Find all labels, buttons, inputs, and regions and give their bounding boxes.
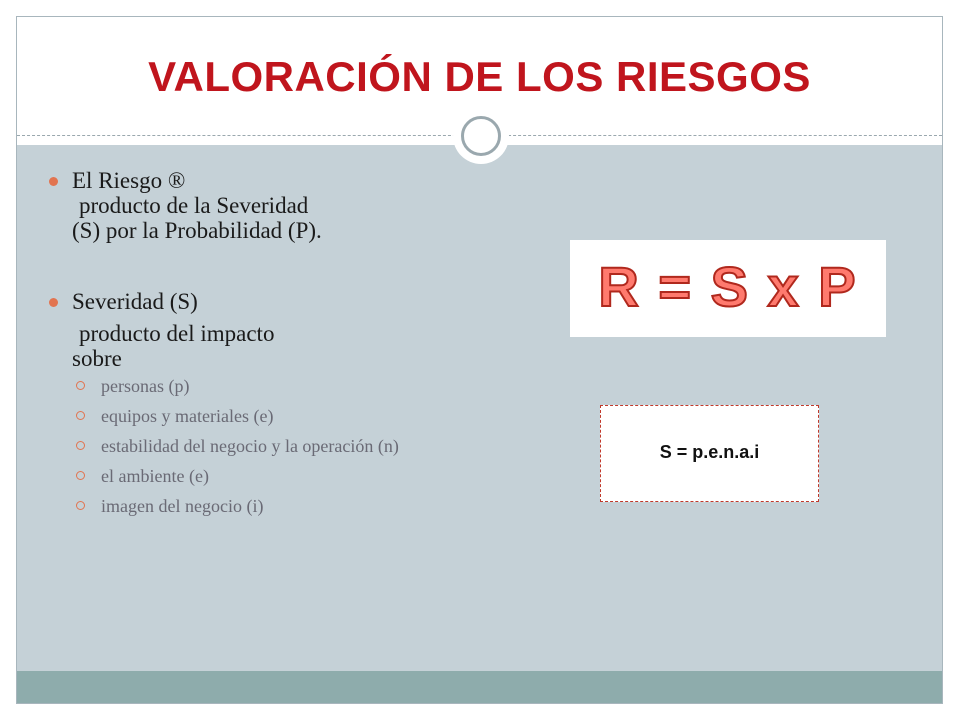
list-item: estabilidad del negocio y la operación (n) [49, 437, 441, 456]
footer-bar [17, 671, 942, 704]
slide-title: VALORACIÓN DE LOS RIESGOS [148, 53, 811, 100]
circle-ornament-icon [453, 108, 509, 164]
bullet-subtext: sobre [72, 346, 122, 371]
ring-bullet-icon [76, 471, 85, 480]
ring-bullet-icon [76, 411, 85, 420]
slide-frame [16, 16, 943, 704]
bullet-severidad [49, 289, 509, 314]
bullet-riesgo [49, 168, 509, 193]
bullet-label: Severidad (S) [72, 289, 198, 314]
formula-main: R = S x P [598, 255, 858, 318]
circle-ring-icon [461, 116, 501, 156]
bullet-dot-icon [49, 298, 58, 307]
severity-formula-box [600, 405, 819, 502]
bullet-list [49, 168, 509, 516]
list-item: el ambiente (e) [49, 467, 509, 486]
bullet-label: El Riesgo ® [72, 168, 186, 193]
ring-bullet-icon [76, 381, 85, 390]
formula-box [570, 240, 886, 337]
list-item: imagen del negocio (i) [49, 497, 509, 516]
list-item: equipos y materiales (e) [49, 407, 509, 426]
bullet-subtext: producto de la Severidad [79, 193, 309, 218]
list-item: personas (p) [49, 377, 509, 396]
ring-bullet-icon [76, 501, 85, 510]
formula-severity: S = p.e.n.a.i [659, 442, 760, 462]
ring-bullet-icon [76, 441, 85, 450]
bullet-subtext: (S) por la Probabilidad (P). [72, 218, 322, 243]
bullet-dot-icon [49, 177, 58, 186]
bullet-subtext: producto del impacto [79, 321, 275, 346]
